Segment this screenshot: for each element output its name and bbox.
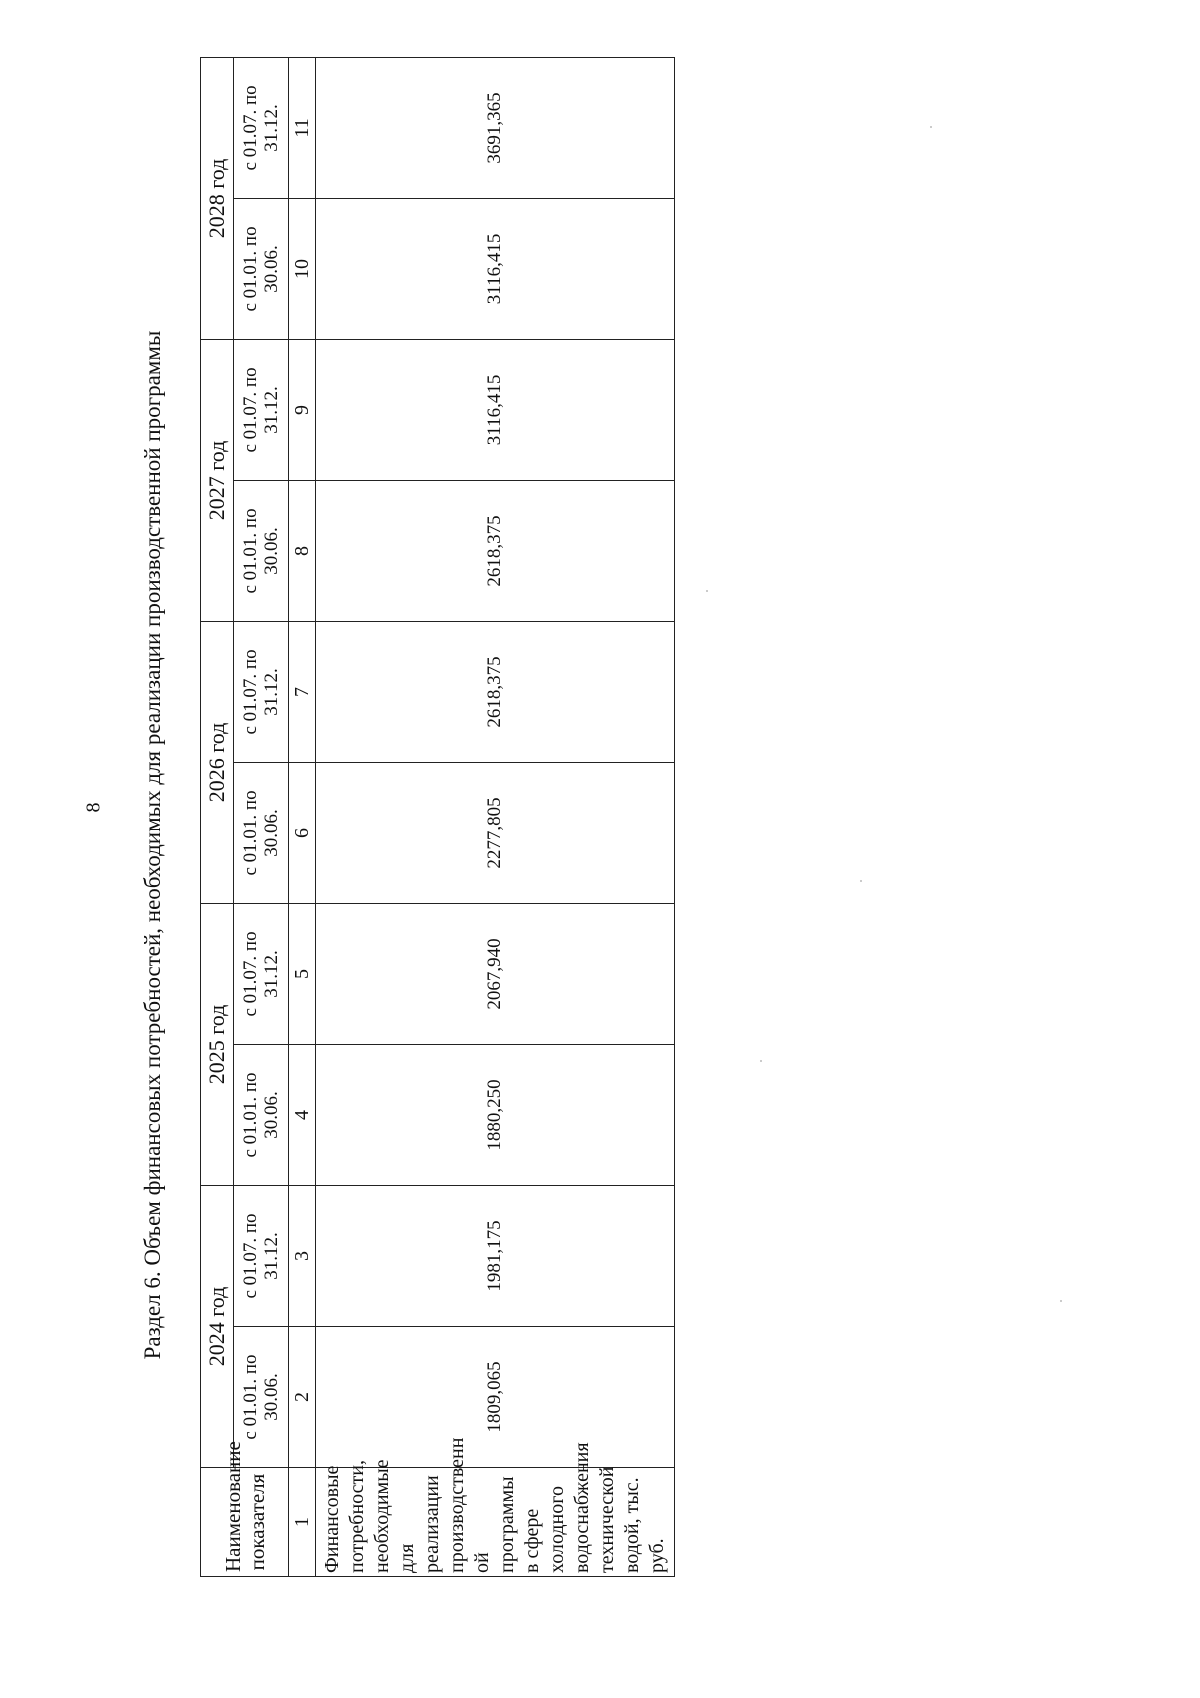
value-cell: 1809,065 xyxy=(316,1327,675,1468)
value-cell: 2618,375 xyxy=(316,621,675,762)
value-cell: 1880,250 xyxy=(316,1044,675,1185)
period-2028-h1: с 01.01. по 30.06. xyxy=(234,198,289,339)
year-2026-header: 2026 год xyxy=(201,621,234,903)
period-2024-h1: с 01.01. по 30.06. xyxy=(234,1327,289,1468)
indicator-name: Финансовые потребности, необходимые для реализации производственн ой программы в сфере холодного водоснабжения технической водой, тыс. руб. xyxy=(316,1468,675,1577)
period-2025-h1: с 01.01. по 30.06. xyxy=(234,1044,289,1185)
column-number: 3 xyxy=(289,1185,316,1326)
column-number: 5 xyxy=(289,903,316,1044)
year-2028-header: 2028 год xyxy=(201,57,234,339)
scan-speck xyxy=(1060,1300,1062,1302)
financial-needs-table-wrapper xyxy=(200,58,668,1577)
value-cell: 3116,415 xyxy=(316,198,675,339)
header-period-row xyxy=(234,57,289,1576)
column-number-row xyxy=(289,57,316,1576)
column-number: 9 xyxy=(289,339,316,480)
period-2026-h1: с 01.01. по 30.06. xyxy=(234,762,289,903)
value-cell: 1981,175 xyxy=(316,1185,675,1326)
scan-speck xyxy=(860,880,862,882)
header-year-row xyxy=(201,57,234,1576)
page-number: 8 xyxy=(82,802,105,813)
period-2027-h2: с 01.07. по 31.12. xyxy=(234,339,289,480)
table-row xyxy=(316,57,675,1576)
value-cell: 3691,365 xyxy=(316,57,675,198)
value-cell: 2067,940 xyxy=(316,903,675,1044)
column-number: 7 xyxy=(289,621,316,762)
column-number: 11 xyxy=(289,57,316,198)
column-number: 4 xyxy=(289,1044,316,1185)
column-number: 8 xyxy=(289,480,316,621)
name-header: Наименование показателя xyxy=(201,1468,289,1577)
value-cell: 2618,375 xyxy=(316,480,675,621)
value-cell: 3116,415 xyxy=(316,339,675,480)
period-2026-h2: с 01.07. по 31.12. xyxy=(234,621,289,762)
period-2028-h2: с 01.07. по 31.12. xyxy=(234,57,289,198)
column-number: 1 xyxy=(289,1468,316,1577)
period-2027-h1: с 01.01. по 30.06. xyxy=(234,480,289,621)
value-cell: 2277,805 xyxy=(316,762,675,903)
column-number: 2 xyxy=(289,1327,316,1468)
financial-needs-table-rotated xyxy=(200,58,668,1577)
section-title: Раздел 6. Объем финансовых потребностей, необходимых для реализации производственной программы xyxy=(140,330,165,1360)
year-2024-header: 2024 год xyxy=(201,1185,234,1467)
scan-speck xyxy=(706,590,708,592)
column-number: 6 xyxy=(289,762,316,903)
year-2027-header: 2027 год xyxy=(201,339,234,621)
period-2025-h2: с 01.07. по 31.12. xyxy=(234,903,289,1044)
scan-speck xyxy=(760,1060,762,1062)
year-2025-header: 2025 год xyxy=(201,903,234,1185)
period-2024-h2: с 01.07. по 31.12. xyxy=(234,1185,289,1326)
column-number: 10 xyxy=(289,198,316,339)
financial-needs-table xyxy=(200,57,675,1577)
scan-speck xyxy=(930,126,932,128)
